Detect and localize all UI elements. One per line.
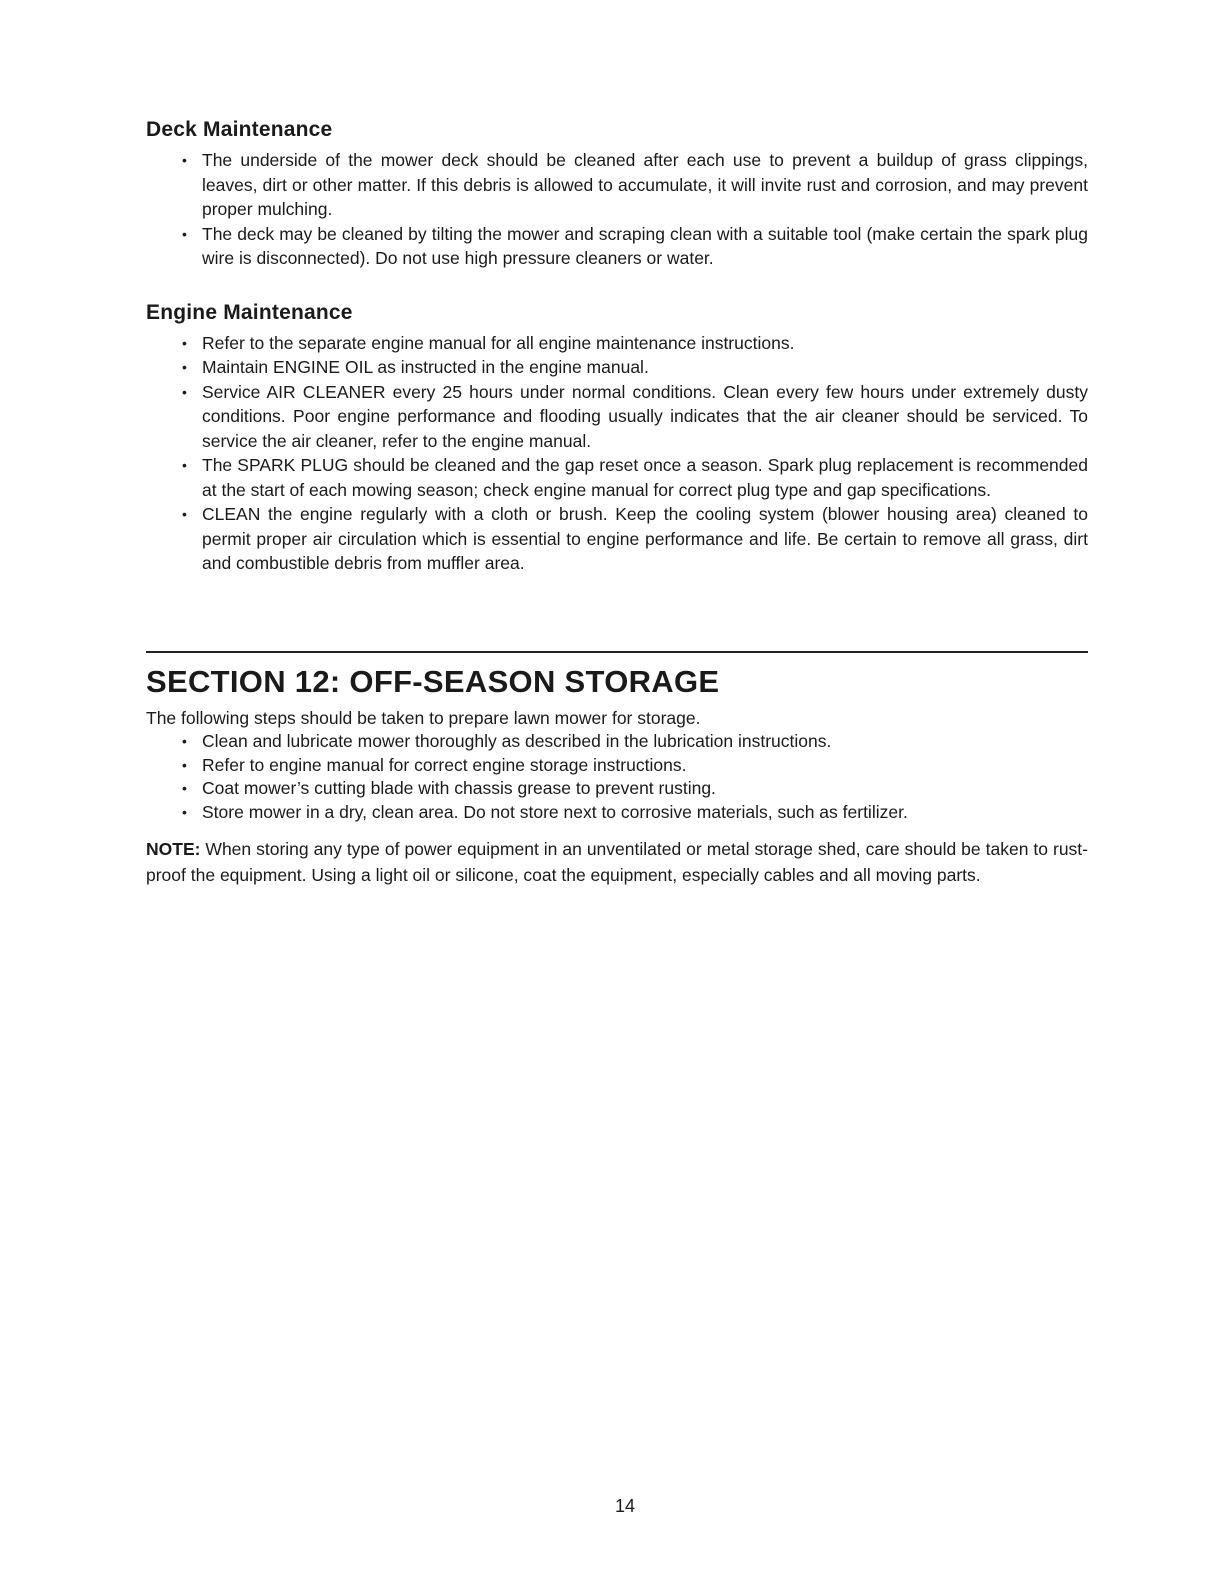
note-text: When storing any type of power equipment in an unventilated or metal storage shed, care should be taken to rust-proof the equipment. Using a light oil or silicone, coat the equipment, especially cables and all moving parts. <box>146 839 1088 885</box>
list-item: • Service AIR CLEANER every 25 hours under normal conditions. Clean every few hours under extremely dusty conditions. Poor engine performance and flooding usually indicates that the air cleaner should be serviced. To service the air cleaner, refer to the engine manual. <box>202 380 1088 454</box>
storage-note <box>146 836 1088 888</box>
list-item: • Clean and lubricate mower thoroughly as described in the lubrication instructions. <box>202 730 1088 754</box>
list-item: • Maintain ENGINE OIL as instructed in the engine manual. <box>202 355 1088 380</box>
page-number: 14 <box>614 1496 636 1516</box>
engine-maintenance-heading: Engine Maintenance <box>146 300 353 324</box>
engine-maintenance-list <box>146 331 1088 576</box>
list-item: • Store mower in a dry, clean area. Do not store next to corrosive materials, such as fertilizer. <box>202 801 1088 825</box>
section-title: SECTION 12: OFF-SEASON STORAGE <box>146 664 720 699</box>
section-divider <box>146 651 1088 653</box>
list-item: • Refer to the separate engine manual for all engine maintenance instructions. <box>202 331 1088 356</box>
deck-maintenance-heading: Deck Maintenance <box>146 118 333 141</box>
off-season-storage-section <box>146 664 1088 888</box>
list-item: • The deck may be cleaned by tilting the mower and scraping clean with a suitable tool (make certain the spark plug wire is disconnected). Do not use high pressure cleaners or water. <box>202 222 1088 271</box>
deck-maintenance-list <box>146 148 1088 271</box>
storage-intro: The following steps should be taken to prepare lawn mower for storage. <box>146 708 701 728</box>
storage-steps-list <box>146 730 1088 824</box>
list-item: • The SPARK PLUG should be cleaned and the gap reset once a season. Spark plug replacement is recommended at the start of each mowing season; check engine manual for correct plug type and gap specifications. <box>202 453 1088 502</box>
list-item: • Coat mower’s cutting blade with chassis grease to prevent rusting. <box>202 777 1088 801</box>
list-item: • Refer to engine manual for correct engine storage instructions. <box>202 754 1088 778</box>
note-label: NOTE: <box>146 839 201 859</box>
list-item: • CLEAN the engine regularly with a cloth or brush. Keep the cooling system (blower housing area) cleaned to permit proper air circulation which is essential to engine performance and life. Be certain to remove all grass, dirt and combustible debris from muffler area. <box>202 502 1088 576</box>
list-item: • The underside of the mower deck should be cleaned after each use to prevent a buildup of grass clippings, leaves, dirt or other matter. If this debris is allowed to accumulate, it will invite rust and corrosion, and may prevent proper mulching. <box>202 148 1088 222</box>
maintenance-content <box>146 118 1088 576</box>
